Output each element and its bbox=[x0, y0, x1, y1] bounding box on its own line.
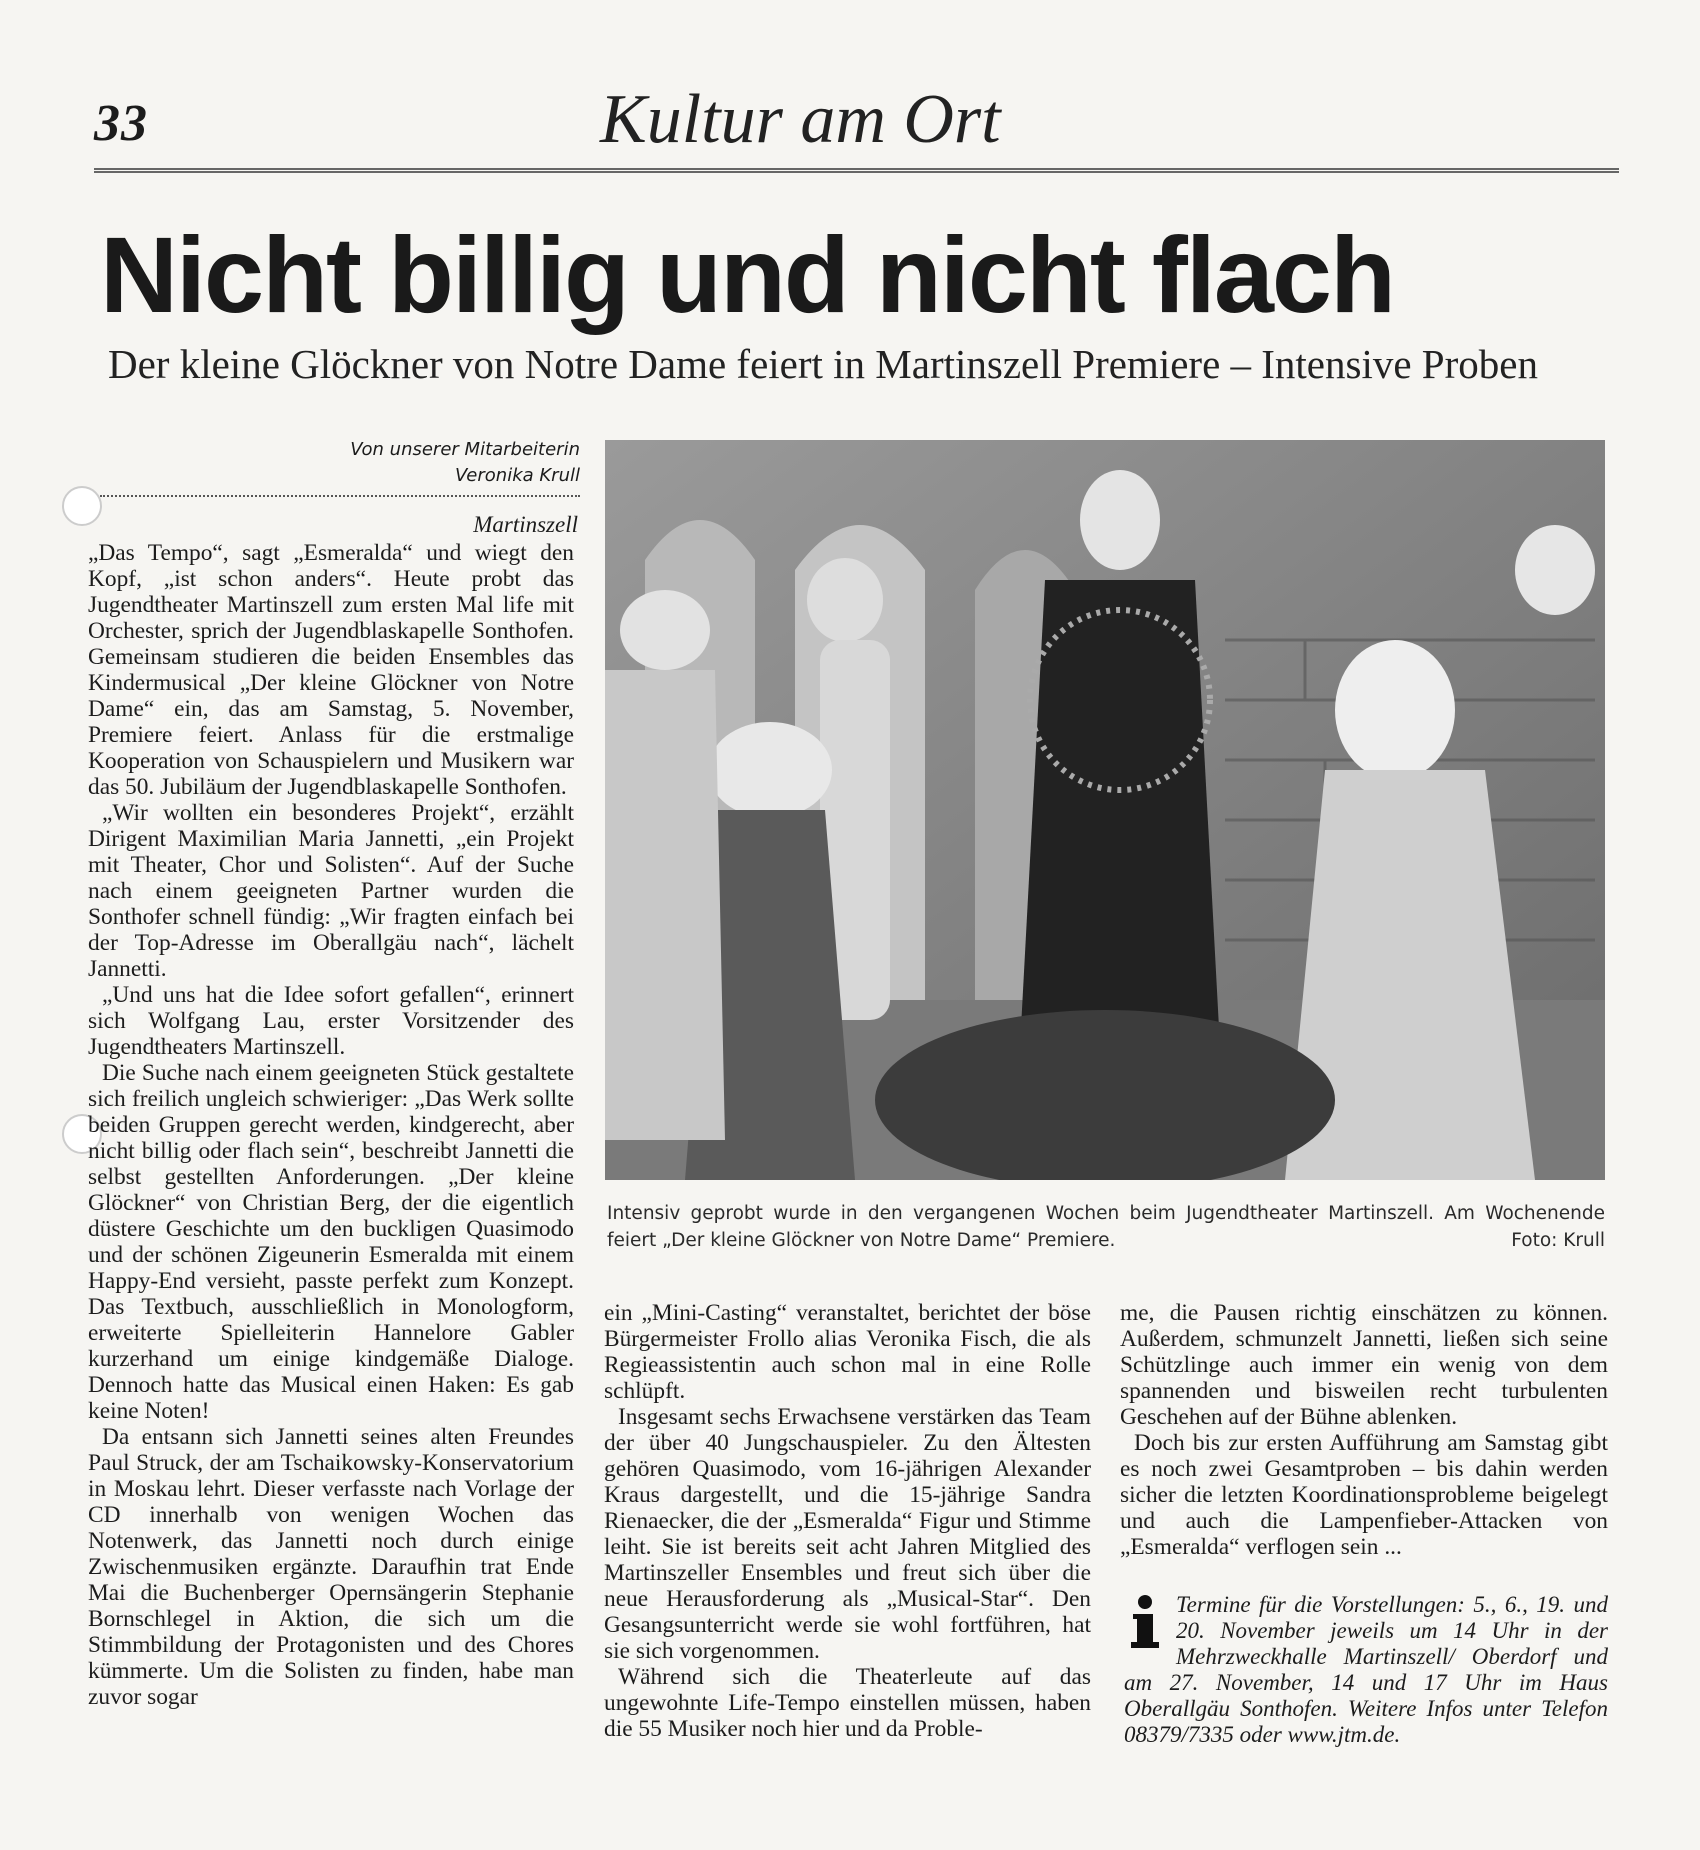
paragraph: Da entsann sich Jannetti seines alten Freundes Paul Struck, der am Tschaikowsky-Konservatorium in Moskau lehrt. Dieser verfasste nach Vorlage der CD innerhalb von wenigen Wochen das Notenwerk, das Jannetti noch durch einige Zwischenmusiken ergänzte. Daraufhin trat Ende Mai die Buchenberger Opernsängerin Stephanie Bornschlegel in Aktion, die sich um die Stimmbildung der Protagonisten und des Chores kümmerte. Um die Solisten zu finden, habe man zuvor sogar bbox=[88, 1424, 574, 1710]
info-box bbox=[1124, 1592, 1608, 1748]
paragraph: Insgesamt sechs Erwachsene verstärken das Team der über 40 Jungschauspieler. Zu den Ältesten gehören Quasimodo, vom 16-jährigen Alexander Kraus dargestellt, und die 15-jährige Sandra Rienaecker, die der „Esmeralda“ Figur und Stimme leiht. Sie ist bereits seit acht Jahren Mitglied des Martinszeller Ensembles und freut sich über die neue Herausforderung als „Musical-Star“. Den Gesangsunterricht werde sie wohl fortführen, hat sie sich vorgenommen. bbox=[604, 1404, 1091, 1664]
paragraph: me, die Pausen richtig einschätzen zu können. Außerdem, schmunzelt Jannetti, ließen sich seine Schützlinge auch immer ein wenig von dem spannenden und bisweilen recht turbulenten Geschehen auf der Bühne ablenken. bbox=[1120, 1300, 1608, 1430]
paragraph: Die Suche nach einem geeigneten Stück gestaltete sich freilich ungleich schwieriger: „Das Werk sollte beiden Gruppen gerecht werden, kindgerecht, aber nicht billig oder flach sein“, beschreibt Jannetti die selbst gestellten Anforderungen. „Der kleine Glöckner“ von Christian Berg, der die eigentlich düstere Geschichte um den buckligen Quasimodo und der schönen Zigeunerin Esmeralda mit einem Happy-End versieht, passte perfekt zum Konzept. Das Textbuch, ausschließlich in Monologform, erweiterte Spielleiterin Hannelore Gabler kurzerhand um einige kindgemäße Dialoge. Dennoch hatte das Musical einen Haken: Es gab keine Noten! bbox=[88, 1060, 574, 1424]
byline-divider bbox=[100, 495, 580, 497]
paragraph: ein „Mini-Casting“ veranstaltet, berichtet der böse Bürgermeister Frollo alias Veronika Fisch, die als Regieassistentin auch schon mal in eine Rolle schlüpft. bbox=[604, 1300, 1091, 1404]
info-icon bbox=[1124, 1594, 1166, 1650]
caption-text: Intensiv geprobt wurde in den vergangenen Wochen beim Jugendtheater Martinszell. Am Wochenende feiert „Der kleine Glöckner von Notre Dame“ Premiere. bbox=[607, 1203, 1605, 1251]
paragraph: Doch bis zur ersten Aufführung am Samstag gibt es noch zwei Gesamtproben – bis dahin werden sicher die letzten Koordinationsprobleme beigelegt und auch die Lampenfieber-Attacken von „Esmeralda“ verflogen sein ... bbox=[1120, 1430, 1608, 1560]
article-photo bbox=[605, 440, 1605, 1180]
byline-role: Von unserer Mitarbeiterin bbox=[350, 439, 580, 460]
article-column-3 bbox=[1120, 1300, 1608, 1560]
dateline: Martinszell bbox=[473, 512, 578, 537]
article-column-2 bbox=[604, 1300, 1091, 1742]
punch-hole bbox=[62, 486, 102, 526]
info-text: Termine für die Vorstellungen: 5., 6., 19. und 20. November jeweils um 14 Uhr in der Mehrzweckhalle Martinszell/ Oberdorf und am 27. November, 14 und 17 Uhr im Haus Oberallgäu Sonthofen. Weitere Infos unter Telefon 08379/7335 oder www.jtm.de. bbox=[1124, 1592, 1608, 1747]
byline-author: Veronika Krull bbox=[455, 465, 580, 486]
paragraph: „Und uns hat die Idee sofort gefallen“, erinnert sich Wolfgang Lau, erster Vorsitzender des Jugendtheaters Martinszell. bbox=[88, 982, 574, 1060]
article-subheadline: Der kleine Glöckner von Notre Dame feiert in Martinszell Premiere – Intensive Proben bbox=[108, 341, 1538, 387]
paragraph: Während sich die Theaterleute auf das ungewohnte Life-Tempo einstellen müssen, haben die 55 Musiker noch hier und da Proble- bbox=[604, 1664, 1091, 1742]
photo-illustration bbox=[605, 440, 1605, 1180]
article-headline: Nicht billig und nicht flach bbox=[100, 214, 1394, 335]
article-column-1 bbox=[88, 540, 574, 1710]
photo-credit: Foto: Krull bbox=[1511, 1230, 1605, 1251]
header-divider bbox=[94, 168, 1619, 173]
section-title: Kultur am Ort bbox=[600, 81, 1001, 158]
paragraph: „Das Tempo“, sagt „Esmeralda“ und wiegt den Kopf, „ist schon anders“. Heute probt das Jugendtheater Martinszell zum ersten Mal life mit Orchester, sprich der Jugendblaskapelle Sonthofen. Gemeinsam studieren die beiden Ensembles das Kindermusical „Der kleine Glöckner von Notre Dame“ ein, das am Samstag, 5. November, Premiere feiert. Anlass für die erstmalige Kooperation von Schauspielern und Musikern war das 50. Jubiläum der Jugendblaskapelle Sonthofen. bbox=[88, 540, 574, 800]
paragraph: „Wir wollten ein besonderes Projekt“, erzählt Dirigent Maximilian Maria Jannetti, „ein Projekt mit Theater, Chor und Solisten“. Auf der Suche nach einem geeigneten Partner wurden die Sonthofer schnell fündig: „Wir fragten einfach bei der Top-Adresse im Oberallgäu nach“, lächelt Jannetti. bbox=[88, 800, 574, 982]
photo-caption bbox=[607, 1200, 1605, 1254]
page-number: 33 bbox=[94, 95, 148, 152]
